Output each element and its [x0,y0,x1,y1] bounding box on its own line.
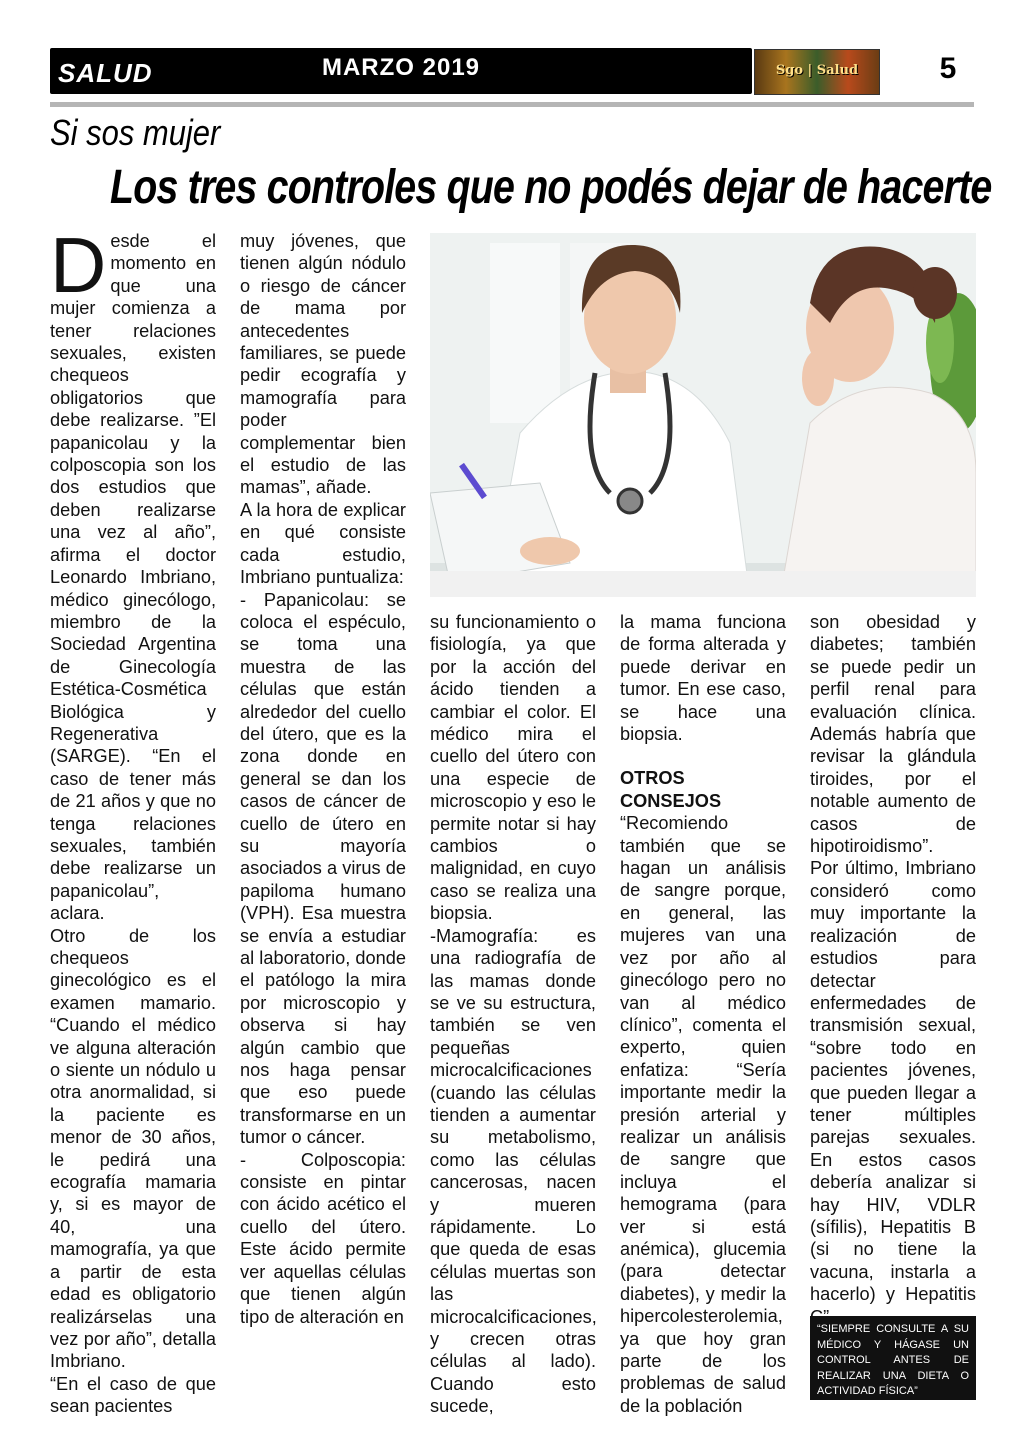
paragraph: -Mamografía: es una radiografía de las mamas donde se ve su estructura, también se ven pequeñas microcalcificaciones (cuando las células tienden a aumentar su metabolismo, como las células cancerosas, nacen y mueren rápidamente. Lo que queda de esas células muertas son las microcalcificaciones, y crecen otras células al lado). Cuando esto sucede, [430,925,597,1417]
paragraph: son obesidad y diabetes; también se puede pedir un perfil renal para evaluación clínica. Además habría que revisar la glándula tiroides, por el notable aumento de casos de hipotiroidismo”. [810,612,976,857]
paragraph: su funcionamiento o fisiología, ya que por la acción del ácido tienden a cambiar el color. El médico mira el cuello del útero con una especie de microscopio y eso le permite notar si hay cambios o malignidad, en cuyo caso se realiza una biopsia. [430,612,596,924]
paragraph: Por último, Imbriano consideró como muy importante la realización de estudios para detectar enfermedades de transmisión sexual, “sobre todo en pacientes jóvenes, que pueden llegar a tener múltiples parejas sexuales. En estos casos debería analizar si hay HIV, VDLR (sífilis), Hepatitis B (si no tiene la vacuna, instarla a hacerlo) y Hepatitis [810,858,976,1305]
callout-box: “SIEMPRE CONSULTE A SU MÉDICO Y HÁGASE UN CONTROL ANTES DE REALIZAR UNA DIETA O ACTIVIDAD FÍSICA” [810,1316,976,1400]
paragraph: “Recomiendo también que se hagan un análisis de sangre porque, en general, las mujeres van una vez por año al ginecólogo pero no van al médico clínico”, comenta el experto, quien enfatiza: “Sería importante medir la presión arterial y realizar un análisis de sangre que incluya el hemograma (para ver si está anémica), glucemia (para detectar diabetes), y medir la hipercolesterolemia, ya que hoy gran parte de los problemas de salud de la población [620,813,786,1416]
doctor-patient-photo [430,233,976,597]
article-headline: Los tres controles que no podés dejar de hacerte [110,161,992,214]
header-bar [50,48,752,94]
issue-date: MARZO 2019 [321,54,481,81]
drop-cap: D [50,221,107,309]
page-number: 5 [939,52,957,85]
header-rule [50,102,974,107]
paragraph: - Colposcopia: consiste en pintar con ácido acético el cuello del útero. Este ácido permite ver aquellas células que tienen algún tipo de alteración en [240,1149,406,1327]
paragraph: Desde el momento en que una mujer comienza a tener relaciones sexuales, existen chequeos obligatorios que debe realizarse. ”El papanicolau y la colposcopia son los dos estudios que deben realizarse una vez al año”, afirma el doctor Leonardo Imbriano, médico ginecólogo, miembro de la Sociedad Argentina de Ginecología Estética-Cosmética Biológica y Regenerativa (SARGE). “En el caso de tener más de 21 años y que no tenga relaciones sexuales, también debe realizarse un papanicolau”, aclara. [50,221,216,924]
subheading-otros-consejos: OTROS CONSEJOS [620,768,722,811]
column-2 [240,230,406,1400]
paragraph: Otro de los chequeos ginecológico es el examen mamario. “Cuando el médico ve alguna alteración o siente un nódulo u otra anormalidad, si la paciente es menor de 30 años, le pedirá una ecografía mamaria y, si es mayor de 40, una mamografía, ya que a partir de esta edad es obligatorio realizárselas una vez por año”, detalla Imbriano. [50,925,216,1372]
paragraph: la mama funciona de forma alterada y puede derivar en tumor. En ese caso, se hace una biopsia. [620,612,786,745]
paragraph: “En el caso de que sean pacientes [50,1373,216,1417]
column-4 [620,611,786,1416]
column-5 [810,611,976,1311]
column-3 [430,611,597,1417]
paragraph: A la hora de explicar en qué consiste cada estudio, Imbriano puntualiza: [240,499,406,588]
publication-logo [754,49,880,95]
paragraph: - Papanicolau: se coloca el espéculo, se toma una muestra de las células que están alrededor del cuello del útero, que es la zona donde en general se dan los casos de cáncer de cuello de útero en su mayoría asociados a virus de papiloma humano (VPH). Esa muestra se envía a estudiar al laboratorio, donde el patólogo la mira por microscopio y observa si hay algún cambio que nos haga pensar que eso puede transformarse en un tumor o cáncer. [240,589,406,1148]
section-label: SALUD [58,58,153,88]
article-photo [430,233,976,597]
logo-text: Sgo | Salud [775,63,859,78]
article-kicker: Si sos mujer [50,112,221,153]
column-1 [50,221,216,1417]
paragraph: muy jóvenes, que tienen algún nódulo o riesgo de cáncer de mama por antecedentes familiares, se puede pedir ecografía y mamografía para poder complementar bien el estudio de las mamas”, añade. [240,231,406,498]
